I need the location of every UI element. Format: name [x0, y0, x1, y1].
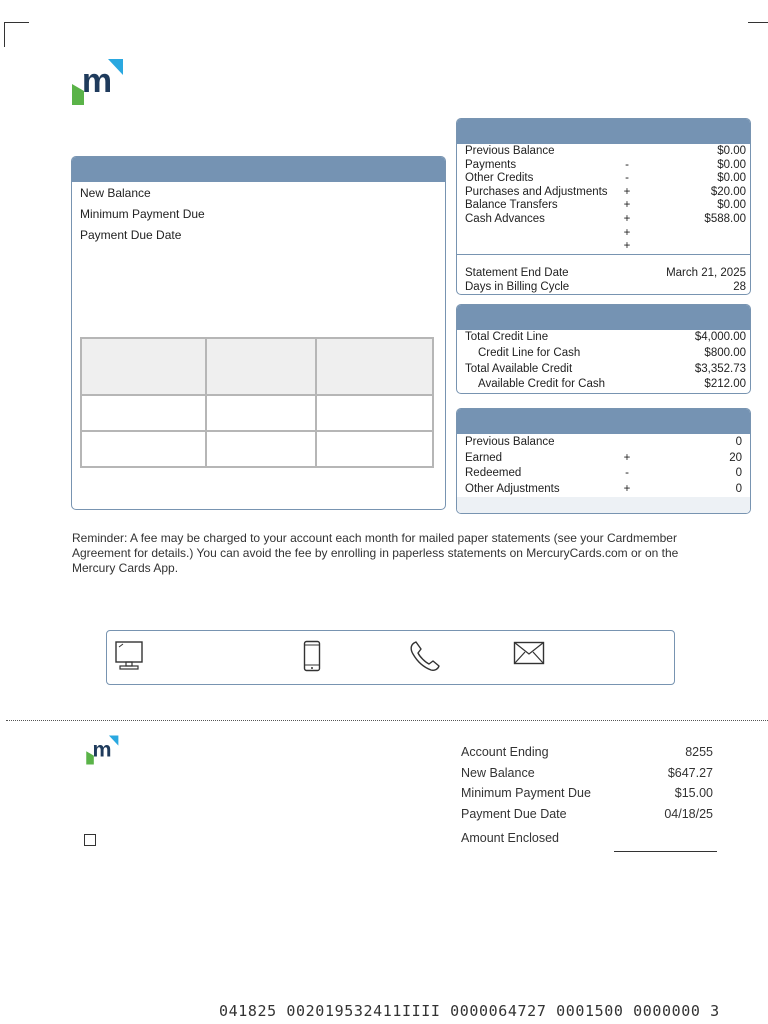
- account-ending-row: Account Ending 8255: [461, 745, 713, 759]
- grid-cell: [316, 431, 433, 467]
- mercury-logo-small: [85, 734, 119, 766]
- activity-row: Cash Advances + $588.00: [465, 212, 746, 225]
- envelope-icon[interactable]: [513, 641, 545, 670]
- svg-text:m: m: [81, 62, 113, 100]
- tear-line: [6, 720, 768, 721]
- rewards-row: Earned + 20: [465, 451, 742, 464]
- minimum-payment-row: Minimum Payment Due $15.00: [461, 786, 713, 800]
- activity-row: Payments - $0.00: [465, 158, 746, 171]
- svg-text:m: m: [92, 737, 112, 762]
- statement-end-date-row: Statement End Date March 21, 2025: [465, 267, 746, 279]
- credit-row: Credit Line for Cash $800.00: [478, 346, 746, 359]
- rewards-footer: [457, 497, 750, 513]
- billing-cycle-rows: [457, 267, 750, 294]
- activity-rows: [457, 145, 750, 254]
- payment-coupon: [461, 745, 713, 852]
- rewards-rows: [457, 435, 750, 497]
- new-balance-row: New Balance $647.27: [461, 765, 713, 780]
- rewards-row: Other Adjustments + 0: [465, 482, 742, 495]
- divider: [457, 254, 750, 255]
- amount-enclosed-field[interactable]: [614, 851, 717, 852]
- credit-row: Total Available Credit $3,352.73: [465, 362, 746, 375]
- grid-header-cell: [316, 338, 433, 395]
- computer-icon[interactable]: [114, 640, 144, 677]
- account-activity-panel: [456, 118, 751, 295]
- address-change-checkbox[interactable]: [84, 834, 96, 846]
- activity-row: Balance Transfers + $0.00: [465, 199, 746, 212]
- activity-row: +: [623, 240, 631, 253]
- grid-cell: [206, 431, 316, 467]
- rewards-row: Previous Balance 0: [465, 436, 742, 448]
- credit-line-panel: [456, 304, 751, 394]
- credit-row: Total Credit Line $4,000.00: [465, 331, 746, 343]
- grid-cell: [316, 395, 433, 431]
- summary-grid: [80, 337, 434, 468]
- panel-header: [457, 305, 750, 330]
- panel-header: [457, 119, 750, 144]
- panel-header: [72, 157, 445, 182]
- amount-enclosed-row: Amount Enclosed: [461, 831, 559, 845]
- paper-statement-reminder: Reminder: A fee may be charged to your account each month for mailed paper statements (see your Cardmember Agreement for details.) You can avoid the fee by enrolling in paperless statements on MercuryCards.com or on the Mercury Cards App.: [72, 531, 679, 575]
- rewards-panel: [456, 408, 751, 514]
- activity-row: Previous Balance $0.00: [465, 145, 746, 157]
- crop-mark-top-left: [4, 22, 29, 47]
- credit-row: Available Credit for Cash $212.00: [478, 378, 746, 391]
- activity-row: Purchases and Adjustments + $20.00: [465, 185, 746, 198]
- payment-due-date-row: Payment Due Date 04/18/25: [461, 806, 713, 821]
- credit-rows: [457, 330, 750, 393]
- payment-summary-panel: [71, 156, 446, 510]
- new-balance-label: New Balance: [80, 186, 151, 200]
- payment-due-date-label: Payment Due Date: [80, 228, 182, 242]
- grid-cell: [206, 395, 316, 431]
- micr-scan-line: 041825 002019532411IIII 0000064727 0001500 0000000 3: [219, 1002, 720, 1020]
- crop-mark-top-right: [748, 22, 768, 23]
- telephone-icon[interactable]: [409, 641, 441, 676]
- minimum-payment-label: Minimum Payment Due: [80, 207, 205, 221]
- panel-header: [457, 409, 750, 434]
- activity-row: +: [623, 226, 631, 239]
- grid-cell: [81, 395, 206, 431]
- days-in-cycle-row: Days in Billing Cycle 28: [465, 280, 746, 293]
- grid-cell: [81, 431, 206, 467]
- mercury-logo: [70, 57, 124, 107]
- summary-labels: [80, 186, 205, 249]
- rewards-row: Redeemed - 0: [465, 467, 742, 480]
- mobile-phone-icon[interactable]: [303, 640, 321, 677]
- grid-header-cell: [206, 338, 316, 395]
- activity-row: Other Credits - $0.00: [465, 172, 746, 185]
- contact-options-bar: [106, 630, 675, 685]
- divider: [155, 684, 552, 685]
- grid-header-cell: [81, 338, 206, 395]
